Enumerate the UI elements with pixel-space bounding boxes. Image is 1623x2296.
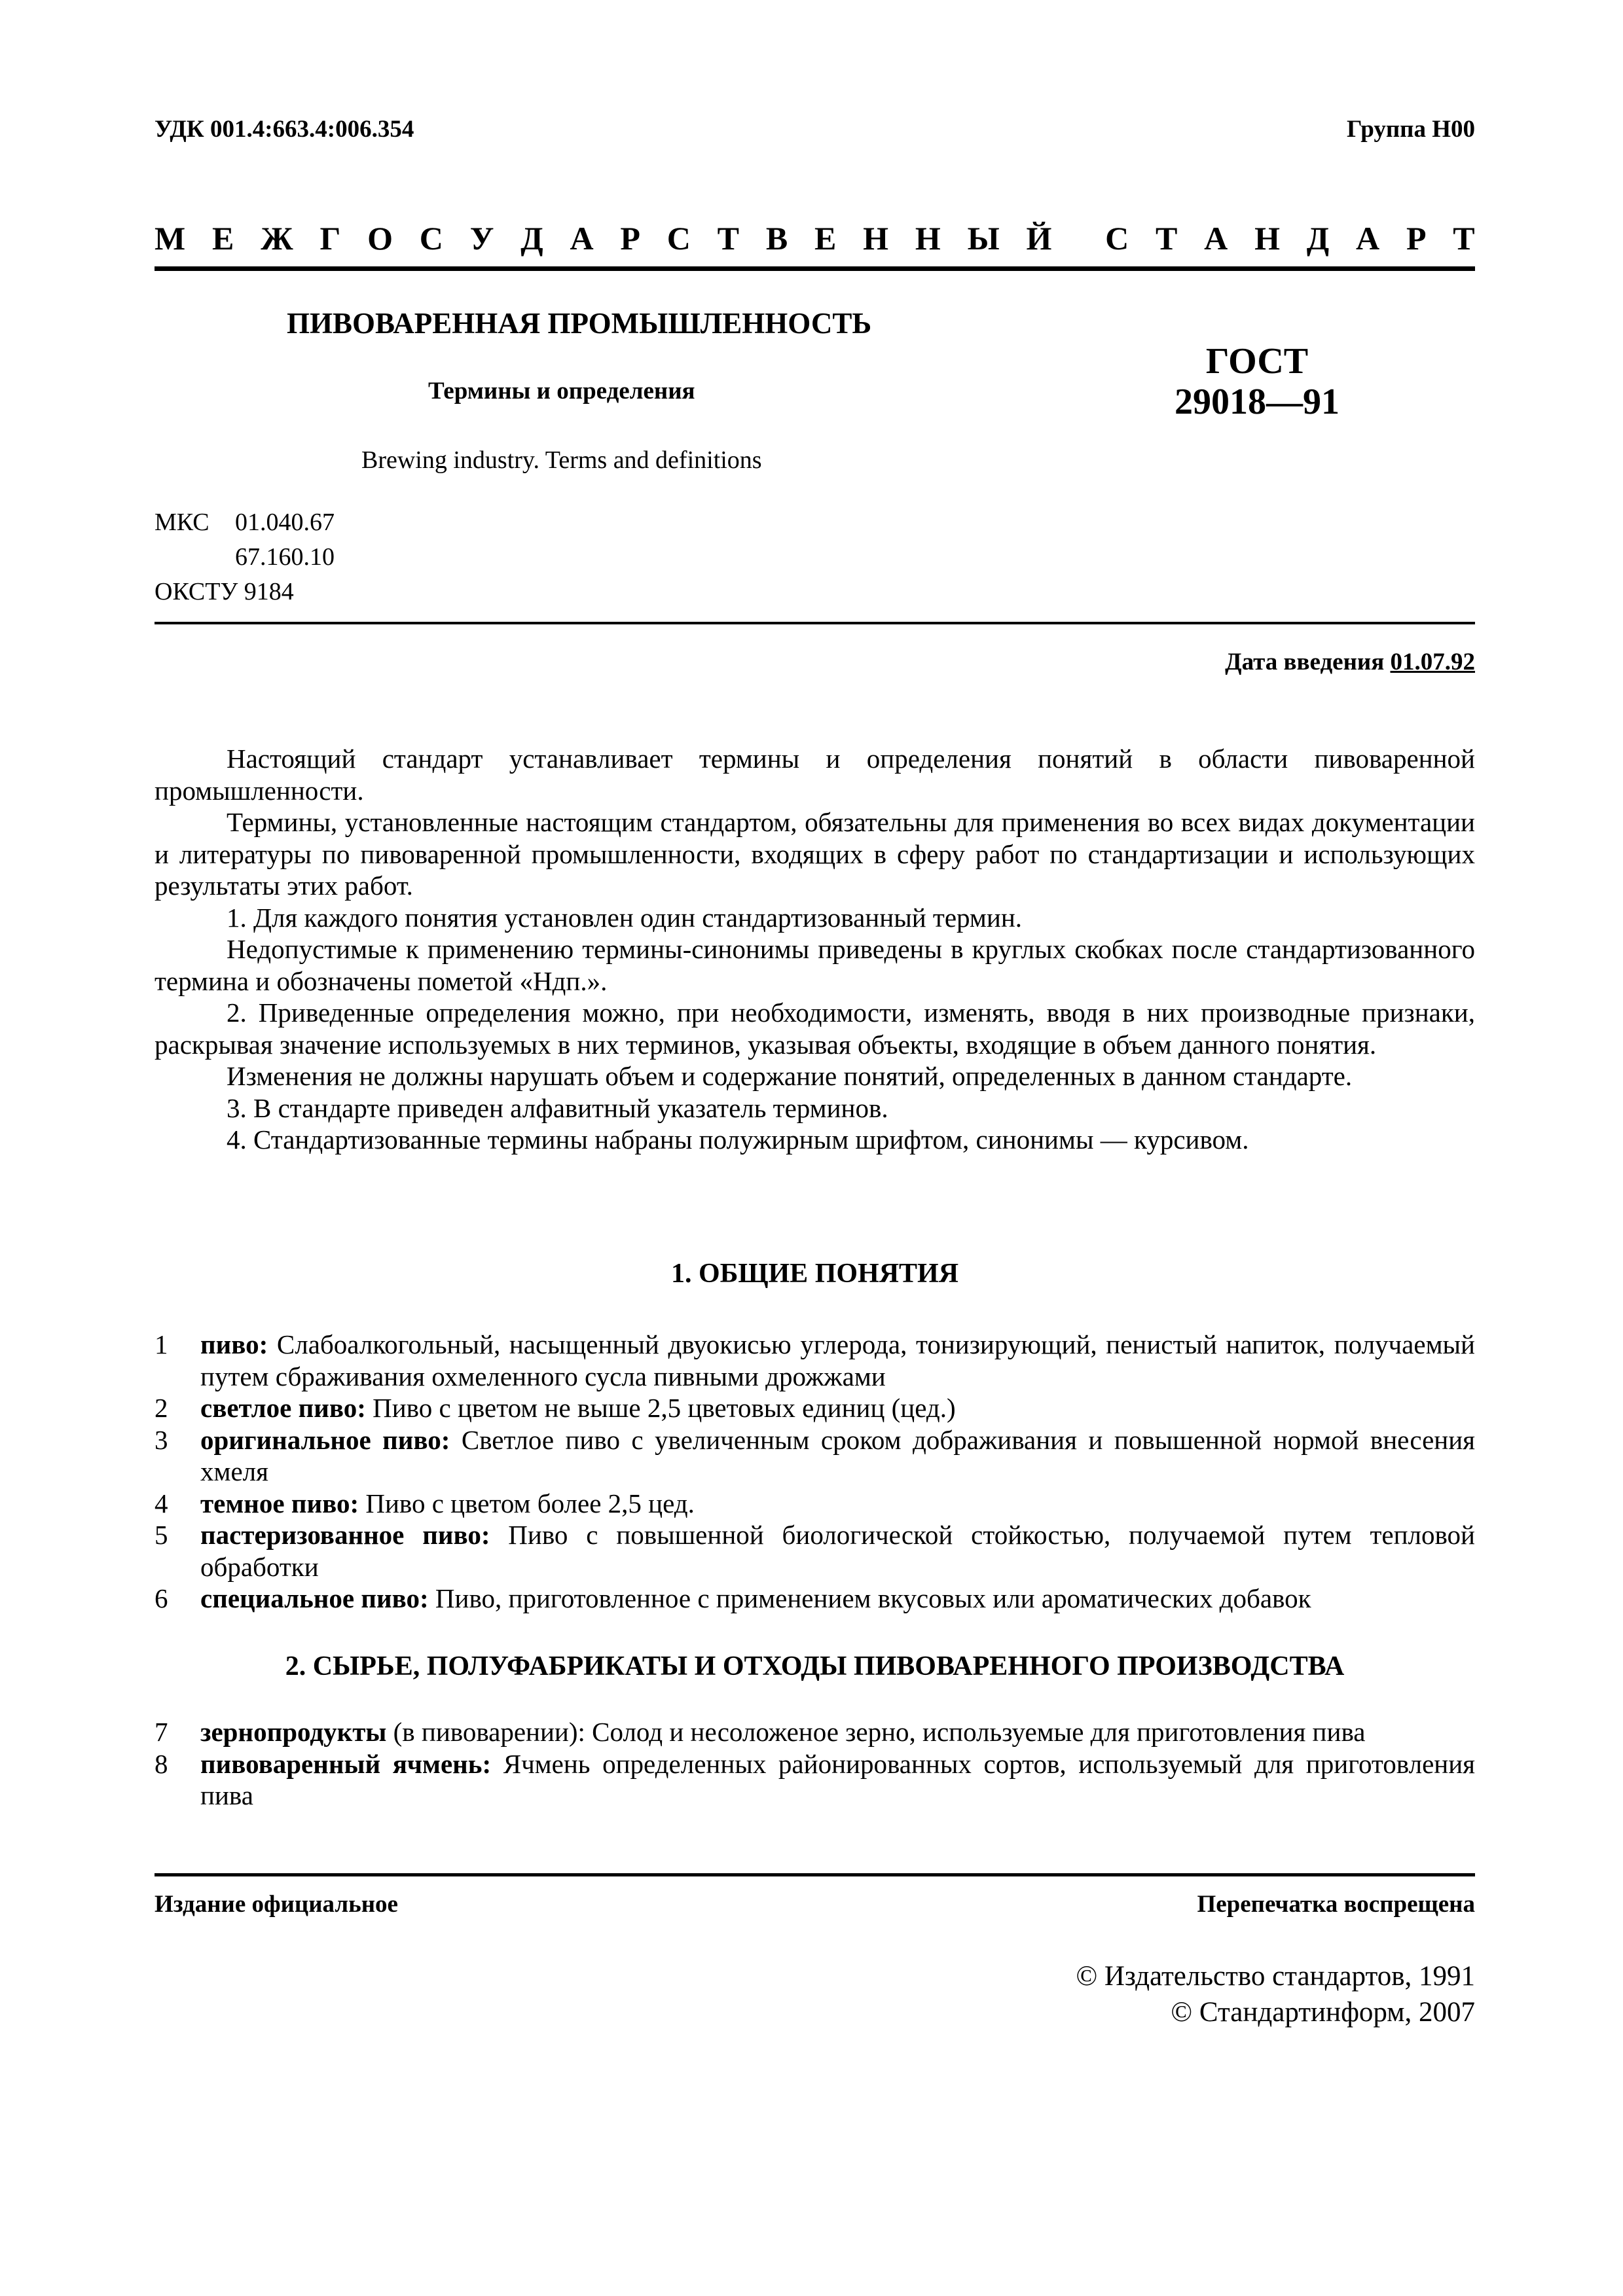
section-1-terms <box>155 1329 1475 1615</box>
reprint-prohibited-note: Перепечатка воспрещена <box>1197 1891 1475 1918</box>
banner-letter: М <box>155 220 186 257</box>
classification-codes <box>155 505 335 609</box>
term-name: пивоваренный ячмень: <box>200 1748 492 1779</box>
term-name: специальное пиво: <box>200 1583 429 1613</box>
interstate-standard-banner <box>155 219 1475 257</box>
term-number: 1 <box>155 1329 168 1359</box>
banner-letter: Р <box>620 220 640 257</box>
term-name: темное пиво: <box>200 1488 359 1518</box>
banner-letter: Н <box>1254 220 1280 257</box>
intro-paragraph: 2. Приведенные определения можно, при необходимости, изменять, вводя в них производные признаки, раскрывая значение используемых в них терминов, указывая объекты, входящие в объем данного понятия. <box>155 997 1475 1060</box>
document-subtitle: Термины и определения <box>428 378 695 404</box>
mks-code-1: 01.040.67 <box>235 509 335 536</box>
effective-date-value: 01.07.92 <box>1390 649 1475 675</box>
term-number: 3 <box>155 1424 168 1455</box>
term-number: 5 <box>155 1520 168 1550</box>
term-number: 4 <box>155 1488 168 1518</box>
term-definition: (в пивоварении): Солод и несоложеное зерно, используемые для приготовления пива <box>393 1717 1366 1747</box>
term-number: 2 <box>155 1393 168 1423</box>
term-definition: Пиво с цветом более 2,5 цед. <box>365 1488 695 1518</box>
footer-rule <box>155 1873 1475 1876</box>
intro-paragraph: Изменения не должны нарушать объем и содержание понятий, определенных в данном стандарте. <box>227 1061 1353 1091</box>
mks-label: МКС <box>155 509 210 536</box>
udk-code: УДК 001.4:663.4:006.354 <box>155 116 414 143</box>
banner-letter: С <box>1105 220 1129 257</box>
banner-letter: С <box>419 220 443 257</box>
intro-paragraph: 1. Для каждого понятия установлен один стандартизованный термин. <box>227 902 1023 933</box>
section-1-heading: 1. ОБЩИЕ ПОНЯТИЯ <box>670 1259 959 1289</box>
term-number: 8 <box>155 1748 168 1779</box>
effective-date-label: Дата введения <box>1225 649 1385 675</box>
copyright-line-1: © Издательство стандартов, 1991 <box>1076 1961 1475 1992</box>
term-name: зернопродукты <box>200 1717 387 1747</box>
banner-letter: Е <box>212 220 234 257</box>
copyright-line-2: © Стандартинформ, 2007 <box>1171 1997 1475 2028</box>
banner-letter: А <box>1204 220 1228 257</box>
banner-letter: Т <box>1453 220 1475 257</box>
banner-letter: Й <box>1026 220 1052 257</box>
term-name: оригинальное пиво: <box>200 1424 450 1455</box>
intro-paragraph: Термины, установленные настоящим стандартом, обязательны для применения во всех видах документации и литературы по пивоваренной промышленности, входящих в сферу работ по стандартизации и использующих результаты этих работ. <box>155 807 1475 901</box>
banner-letter: Д <box>1306 220 1330 257</box>
introduction <box>155 743 1475 1156</box>
term-entry <box>155 1519 1475 1583</box>
term-name: светлое пиво: <box>200 1393 366 1423</box>
banner-letter: Н <box>915 220 941 257</box>
banner-letter: Т <box>1155 220 1178 257</box>
header-rule <box>155 622 1475 624</box>
term-definition: Слабоалкогольный, насыщенный двуокисью углерода, тонизирующий, пенистый напиток, получаемый путем сбраживания охмеленного сусла пивными дрожжами <box>200 1329 1476 1391</box>
group-code: Группа Н00 <box>1347 116 1475 143</box>
intro-paragraph: Настоящий стандарт устанавливает термины и определения понятий в области пивоваренной промышленности. <box>155 744 1475 806</box>
term-definition: Пиво с цветом не выше 2,5 цветовых единиц (цед.) <box>373 1393 956 1423</box>
gost-number: 29018—91 <box>1175 382 1340 422</box>
section-2-terms <box>155 1716 1475 1812</box>
banner-letter: А <box>1356 220 1380 257</box>
banner-letter: О <box>367 220 393 257</box>
banner-letter: Ж <box>261 220 293 257</box>
term-entry <box>155 1392 1475 1424</box>
section-2-heading: 2. СЫРЬЕ, ПОЛУФАБРИКАТЫ И ОТХОДЫ ПИВОВАРЕННОГО ПРОИЗВОДСТВА <box>285 1651 1345 1681</box>
intro-paragraph: 4. Стандартизованные термины набраны полужирным шрифтом, синонимы — курсивом. <box>227 1124 1249 1155</box>
term-definition: Ячмень определенных районированных сортов, используемый для приготовления пива <box>200 1748 1476 1810</box>
gost-label: ГОСТ <box>1205 341 1309 382</box>
banner-letter: У <box>469 220 494 257</box>
term-number: 6 <box>155 1583 168 1613</box>
banner-letter: Ы <box>967 220 1000 257</box>
english-title: Brewing industry. Terms and definitions <box>361 446 762 474</box>
official-edition-note: Издание официальное <box>155 1891 398 1918</box>
term-definition: Светлое пиво с увеличенным сроком дображивания и повышенной нормой внесения хмеля <box>200 1424 1476 1486</box>
term-definition: Пиво с повышенной биологической стойкостью, получаемой путем тепловой обработки <box>200 1520 1475 1582</box>
term-name: пастеризованное пиво: <box>200 1520 490 1550</box>
intro-paragraph: Недопустимые к применению термины-синонимы приведены в круглых скобках после стандартизованного термина и обозначены пометой «Ндп.». <box>155 934 1475 996</box>
term-entry <box>155 1329 1475 1392</box>
term-entry <box>155 1748 1475 1812</box>
banner-letter: С <box>666 220 691 257</box>
copyright-block <box>1076 1958 1475 2030</box>
term-entry <box>155 1488 1475 1520</box>
banner-letter: Р <box>1406 220 1427 257</box>
banner-letter: А <box>570 220 594 257</box>
intro-paragraph: 3. В стандарте приведен алфавитный указатель терминов. <box>227 1092 888 1123</box>
term-entry <box>155 1716 1475 1748</box>
term-entry <box>155 1583 1475 1615</box>
effective-date <box>1225 648 1475 676</box>
banner-letter: В <box>765 220 788 257</box>
banner-letter: Е <box>814 220 837 257</box>
term-entry <box>155 1424 1475 1488</box>
banner-letter: Д <box>520 220 543 257</box>
mks-code-2: 67.160.10 <box>235 543 335 571</box>
banner-rule <box>155 266 1475 271</box>
banner-letter: Т <box>717 220 740 257</box>
okstu-code: ОКСТУ 9184 <box>155 578 294 605</box>
term-number: 7 <box>155 1717 168 1747</box>
document-title: ПИВОВАРЕННАЯ ПРОМЫШЛЕННОСТЬ <box>287 307 872 340</box>
term-name: пиво: <box>200 1329 268 1359</box>
banner-letter: Н <box>863 220 889 257</box>
term-definition: Пиво, приготовленное с применением вкусовых или ароматических добавок <box>435 1583 1311 1613</box>
banner-letter: Г <box>319 220 341 257</box>
